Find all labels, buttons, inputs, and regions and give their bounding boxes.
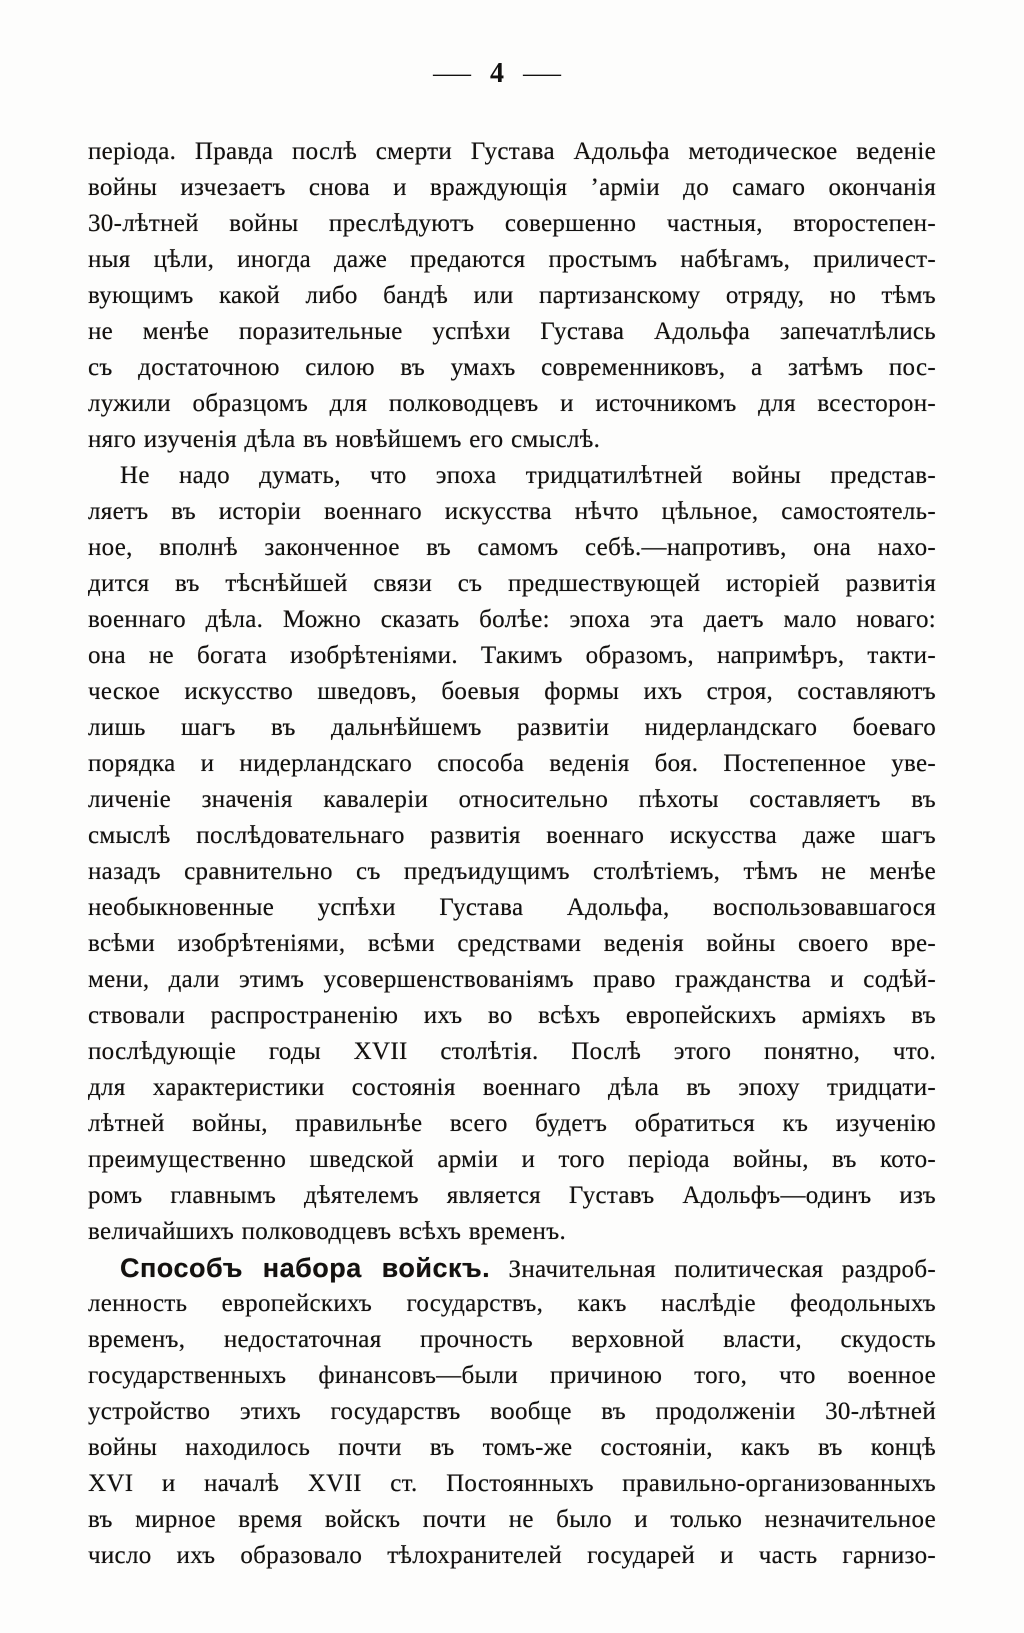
paragraph: [88, 134, 936, 458]
paragraph: [88, 1250, 936, 1574]
text-line: послѣдующіе годы XVII столѣтія. Послѣ этого понятно, что.: [88, 1038, 936, 1065]
text-line: войны находилось почти въ томъ-же состояніи, какъ въ концѣ: [88, 1434, 936, 1461]
text-line: періода. Правда послѣ смерти Густава Адольфа методическое веденіе: [88, 138, 936, 165]
run-in-heading: Способъ набора войскъ.: [120, 1253, 491, 1283]
text-line: лужили образцомъ для полководцевъ и источникомъ для всесторон-: [88, 390, 936, 417]
text-line: устройство этихъ государствъ вообще въ продолженіи 30-лѣтней: [88, 1398, 936, 1425]
text-line: смыслѣ послѣдовательнаго развитія военнаго искусства даже шагъ: [88, 822, 936, 849]
text-line: 30-лѣтней войны преслѣдуютъ совершенно частныя, второстепен-: [88, 210, 936, 237]
paragraph: [88, 458, 936, 1250]
text-line: лишь шагъ въ дальнѣйшемъ развитіи нидерландскаго боеваго: [88, 714, 936, 741]
text-line: въ мирное время войскъ почти не было и только незначительное: [88, 1506, 936, 1533]
text-line: дится въ тѣснѣйшей связи съ предшествующей исторіей развитія: [88, 570, 936, 597]
text-line: ромъ главнымъ дѣятелемъ является Густавъ Адольфъ—одинъ изъ: [88, 1182, 936, 1209]
text-line: ствовали распространенію ихъ во всѣхъ европейскихъ арміяхъ въ: [88, 1002, 936, 1029]
text-line: XVI и началѣ XVII ст. Постоянныхъ правильно-организованныхъ: [88, 1470, 936, 1497]
text-line: она не богата изобрѣтеніями. Такимъ образомъ, напримѣръ, такти-: [88, 642, 936, 669]
text-line: всѣми изобрѣтеніями, всѣми средствами веденія войны своего вре-: [88, 930, 936, 957]
text-line: порядка и нидерландскаго способа веденія боя. Постепенное уве-: [88, 750, 936, 777]
text-line: ческое искусство шведовъ, боевыя формы ихъ строя, составляютъ: [88, 678, 936, 705]
text-line: ленность европейскихъ государствъ, какъ наслѣдіе феодольныхъ: [88, 1290, 936, 1317]
text-line: ляетъ въ исторіи военнаго искусства нѣчто цѣльное, самостоятель-: [88, 498, 936, 525]
text-line: для характеристики состоянія военнаго дѣла въ эпоху тридцати-: [88, 1074, 936, 1101]
text-line: Не надо думать, что эпоха тридцатилѣтней войны представ-: [120, 462, 936, 489]
header-dash-right: —: [523, 58, 561, 89]
page-number: 4: [490, 58, 504, 89]
header-dash-left: —: [433, 58, 471, 89]
text-line: величайшихъ полководцевъ всѣхъ временъ.: [88, 1218, 567, 1245]
text-line: войны изчезаетъ снова и враждующія ’арміи до самаго окончанія: [88, 174, 936, 201]
page-header: [0, 58, 994, 90]
text-line: временъ, недостаточная прочность верховной власти, скудость: [88, 1326, 936, 1353]
text-line: число ихъ образовало тѣлохранителей государей и часть гарнизо-: [88, 1542, 936, 1569]
text-line: преимущественно шведской арміи и того періода войны, въ кото-: [88, 1146, 936, 1173]
text-line: лѣтней войны, правильнѣе всего будетъ обратиться къ изученію: [88, 1110, 936, 1137]
text-line: ное, вполнѣ законченное въ самомъ себѣ.—напротивъ, она нахо-: [88, 534, 936, 561]
text-line: назадъ сравнительно съ предъидущимъ столѣтіемъ, тѣмъ не менѣе: [88, 858, 936, 885]
text-line: необыкновенные успѣхи Густава Адольфа, воспользовавшагося: [88, 894, 936, 921]
text-line: ныя цѣли, иногда даже предаются простымъ набѣгамъ, приличест-: [88, 246, 936, 273]
text-line: военнаго дѣла. Можно сказать болѣе: эпоха эта даетъ мало новаго:: [88, 606, 936, 633]
text-line: не менѣе поразительные успѣхи Густава Адольфа запечатлѣлись: [88, 318, 936, 345]
text-line: государственныхъ финансовъ—были причиною того, что военное: [88, 1362, 936, 1389]
text-block: [88, 134, 936, 1574]
text-line: няго изученія дѣла въ новѣйшемъ его смыслѣ.: [88, 426, 601, 453]
text-line: мени, дали этимъ усовершенствованіямъ право гражданства и содѣй-: [88, 966, 936, 993]
text-line: съ достаточною силою въ умахъ современниковъ, а затѣмъ пос-: [88, 354, 936, 381]
text-line: вующимъ какой либо бандѣ или партизанскому отряду, но тѣмъ: [88, 282, 936, 309]
text-line: личеніе значенія кавалеріи относительно пѣхоты составляетъ въ: [88, 786, 936, 813]
text-line: Способъ набора войскъ. Значительная политическая раздроб-: [120, 1253, 936, 1283]
